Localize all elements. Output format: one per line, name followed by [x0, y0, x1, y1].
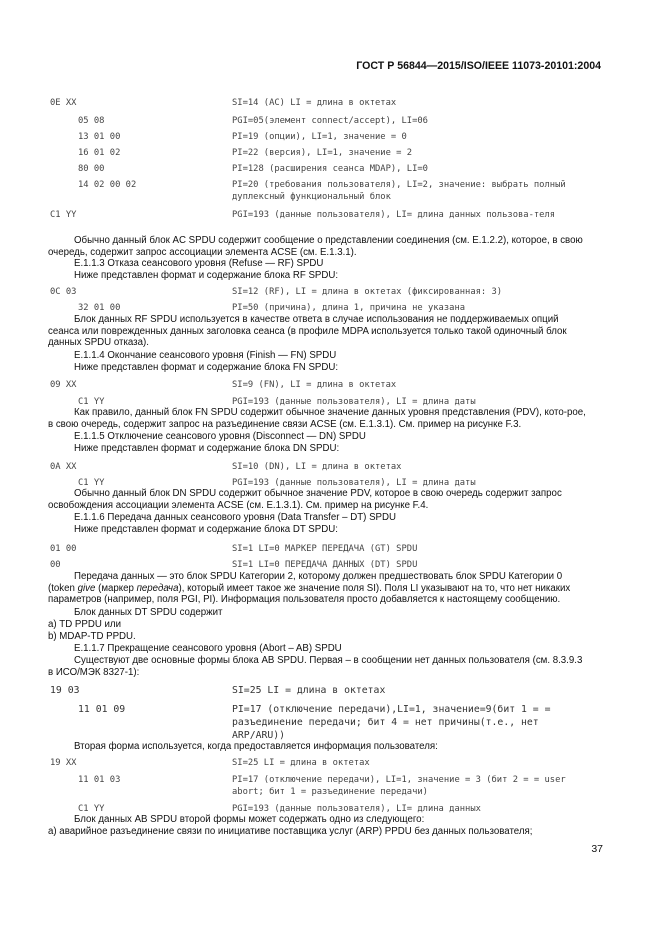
paragraph-ab-item-a: а) аварийное разъединение связи по инициативе поставщика услуг (ARP) PPDU без данных пользователя; — [48, 826, 533, 837]
list-item-b: b) MDAP-TD PPDU. — [48, 631, 136, 642]
fn-code-1: C1 YY — [78, 397, 105, 407]
ac-desc-4: PI=128 (расширения сеанса MDAP), LI=0 — [232, 164, 428, 174]
ac-desc-0: SI=14 (AC) LI = длина в октетах — [232, 98, 397, 108]
ac-code-6: C1 YY — [50, 210, 77, 220]
paragraph-dt-note — [48, 571, 587, 606]
dn-desc-0: SI=10 (DN), LI = длина в октетах — [232, 462, 402, 472]
ac-desc-5: PI=20 (требования пользователя), LI=2, значение: выбрать полный дуплексный функциональный блок — [232, 180, 566, 202]
section-intro-disconnect: Ниже представлен формат и содержание блока DN SPDU: — [74, 443, 340, 454]
ab1-code-1: 11 01 09 — [78, 704, 126, 715]
paragraph-abort-forms: Существуют две основные формы блока AB SPDU. Первая – в сообщении нет данных пользователя (см. 8.3.9.3 в ИСО/МЭК 8327-1): — [48, 655, 583, 678]
fn-code-0: 09 XX — [50, 380, 77, 390]
dt-note-part-b: (маркер — [95, 582, 137, 594]
dt-desc-0: SI=1 LI=0 МАРКЕР ПЕРЕДАЧА (GT) SPDU — [232, 544, 418, 554]
ac-desc-3: PI=22 (версия), LI=1, значение = 2 — [232, 148, 413, 158]
fn-desc-1: PGI=193 (данные пользователя), LI = длина даты — [232, 397, 476, 407]
dt-note-give: give — [77, 582, 96, 594]
ac-code-1: 05 08 — [78, 116, 105, 126]
dn-code-1: C1 YY — [78, 478, 105, 488]
dn-code-0: 0A XX — [50, 462, 77, 472]
paragraph-ac-note: Обычно данный блок AC SPDU содержит сообщение о представлении соединения (см. Е.1.2.2), которое, в свою очередь, содержит запрос ассоциации элемента ACSE (см. Е.1.3.1). — [48, 235, 583, 258]
ac-code-3: 16 01 02 — [78, 148, 121, 158]
paragraph-ab-second: Блок данных AB SPDU второй формы может содержать одно из следующего: — [74, 814, 425, 825]
list-item-a: а) TD PPDU или — [48, 619, 121, 630]
rf-desc-0: SI=12 (RF), LI = длина в октетах (фиксированная: 3) — [232, 287, 503, 297]
ac-code-4: 80 00 — [78, 164, 105, 174]
ab1-desc-1: PI=17 (отключение передачи),LI=1, значение=9(бит 1 = = разъединение передачи; бит 4 = нет причины(т.е., нет ARP/ARU)) — [232, 704, 551, 741]
section-heading-transfer: Е.1.1.6 Передача данных сеансового уровня (Data Transfer – DT) SPDU — [74, 512, 397, 523]
paragraph-dn-note: Обычно данный блок DN SPDU содержит обычное значение PDV, которое в свою очередь содержит запрос освобождения ассоциации элемента ACSE (см. Е.1.3.1). См. пример на рисунке F.4. — [48, 488, 562, 511]
section-intro-refuse: Ниже представлен формат и содержание блока RF SPDU: — [74, 270, 339, 281]
dt-desc-1: SI=1 LI=0 ПЕРЕДАЧА ДАННЫХ (DT) SPDU — [232, 560, 418, 570]
section-intro-finish: Ниже представлен формат и содержание блока FN SPDU: — [74, 362, 339, 373]
page-header: ГОСТ Р 56844—2015/ISO/IEEE 11073-20101:2004 — [356, 60, 601, 72]
page-number: 37 — [591, 843, 603, 855]
paragraph-rf-note: Блок данных RF SPDU используется в качестве ответа в случае использования не поддерживаемых опций сеанса или поврежденных данных заголовка сеанса (в профиле MDPA используется только такой одиночный блок данных SPDU отказа). — [48, 314, 567, 348]
rf-code-1: 32 01 00 — [78, 303, 121, 313]
paragraph-fn-note: Как правило, данный блок FN SPDU содержит обычное значение данных уровня представления (PDV), кото-рое, в свою очередь, содержит запрос на разъединение связи ACSE (см. Е.1.3.1). См. пример на рисунке F.3. — [48, 407, 586, 430]
ab1-code-0: 19 03 — [50, 685, 80, 696]
ac-desc-2: PI=19 (опции), LI=1, значение = 0 — [232, 132, 407, 142]
ac-code-5: 14 02 00 02 — [78, 180, 137, 190]
ab2-desc-2: PGI=193 (данные пользователя), LI= длина данных — [232, 804, 481, 814]
section-intro-transfer: Ниже представлен формат и содержание блока DT SPDU: — [74, 524, 338, 535]
section-heading-disconnect: Е.1.1.5 Отключение сеансового уровня (Disconnect — DN) SPDU — [74, 431, 366, 442]
dt-code-0: 01 00 — [50, 544, 77, 554]
ac-code-2: 13 01 00 — [78, 132, 121, 142]
section-heading-refuse: Е.1.1.3 Отказа сеансового уровня (Refuse — RF) SPDU — [74, 258, 324, 269]
section-heading-abort: Е.1.1.7 Прекращение сеансового уровня (Abort – AB) SPDU — [74, 643, 342, 654]
paragraph-second-form: Вторая форма используется, когда предоставляется информация пользователя: — [74, 741, 438, 752]
paragraph-dt-contains: Блок данных DT SPDU содержит — [74, 607, 223, 618]
ab1-desc-0: SI=25 LI = длина в октетах — [232, 685, 386, 696]
dt-code-1: 00 — [50, 560, 61, 570]
dt-note-handover: передача — [136, 582, 179, 594]
rf-code-0: 0C 03 — [50, 287, 77, 297]
ac-desc-6: PGI=193 (данные пользователя), LI= длина данных пользова-теля — [232, 210, 556, 220]
ac-desc-1: PGI=05(элемент connect/accept), LI=06 — [232, 116, 428, 126]
ac-code-0: 0E XX — [50, 98, 77, 108]
ab2-desc-0: SI=25 LI = длина в октетах — [232, 758, 370, 768]
dn-desc-1: PGI=193 (данные пользователя), LI = длина даты — [232, 478, 476, 488]
ab2-desc-1: PI=17 (отключение передачи), LI=1, значение = 3 (бит 2 = = user abort; бит 1 = разъединение передачи) — [232, 775, 566, 797]
fn-desc-0: SI=9 (FN), LI = длина в октетах — [232, 380, 397, 390]
ab2-code-0: 19 XX — [50, 758, 77, 768]
ab2-code-2: C1 YY — [78, 804, 105, 814]
rf-desc-1: PI=50 (причина), длина 1, причина не указана — [232, 303, 466, 313]
dt-note-part-c: ), который имеет такое же значение поля SI). Поля LI указывают на то, что нет никаких параметров (например, поля PGI, PI). Информация пользователя просто добавляется к настоящему сообщению. — [48, 582, 571, 605]
section-heading-finish: Е.1.1.4 Окончание сеансового уровня (Finish — FN) SPDU — [74, 350, 337, 361]
dt-note-part-a: Передача данных — это блок SPDU Категории 2, которому должен предшествовать блок SPDU Категории 0 (token — [48, 571, 563, 594]
ab2-code-1: 11 01 03 — [78, 775, 121, 785]
